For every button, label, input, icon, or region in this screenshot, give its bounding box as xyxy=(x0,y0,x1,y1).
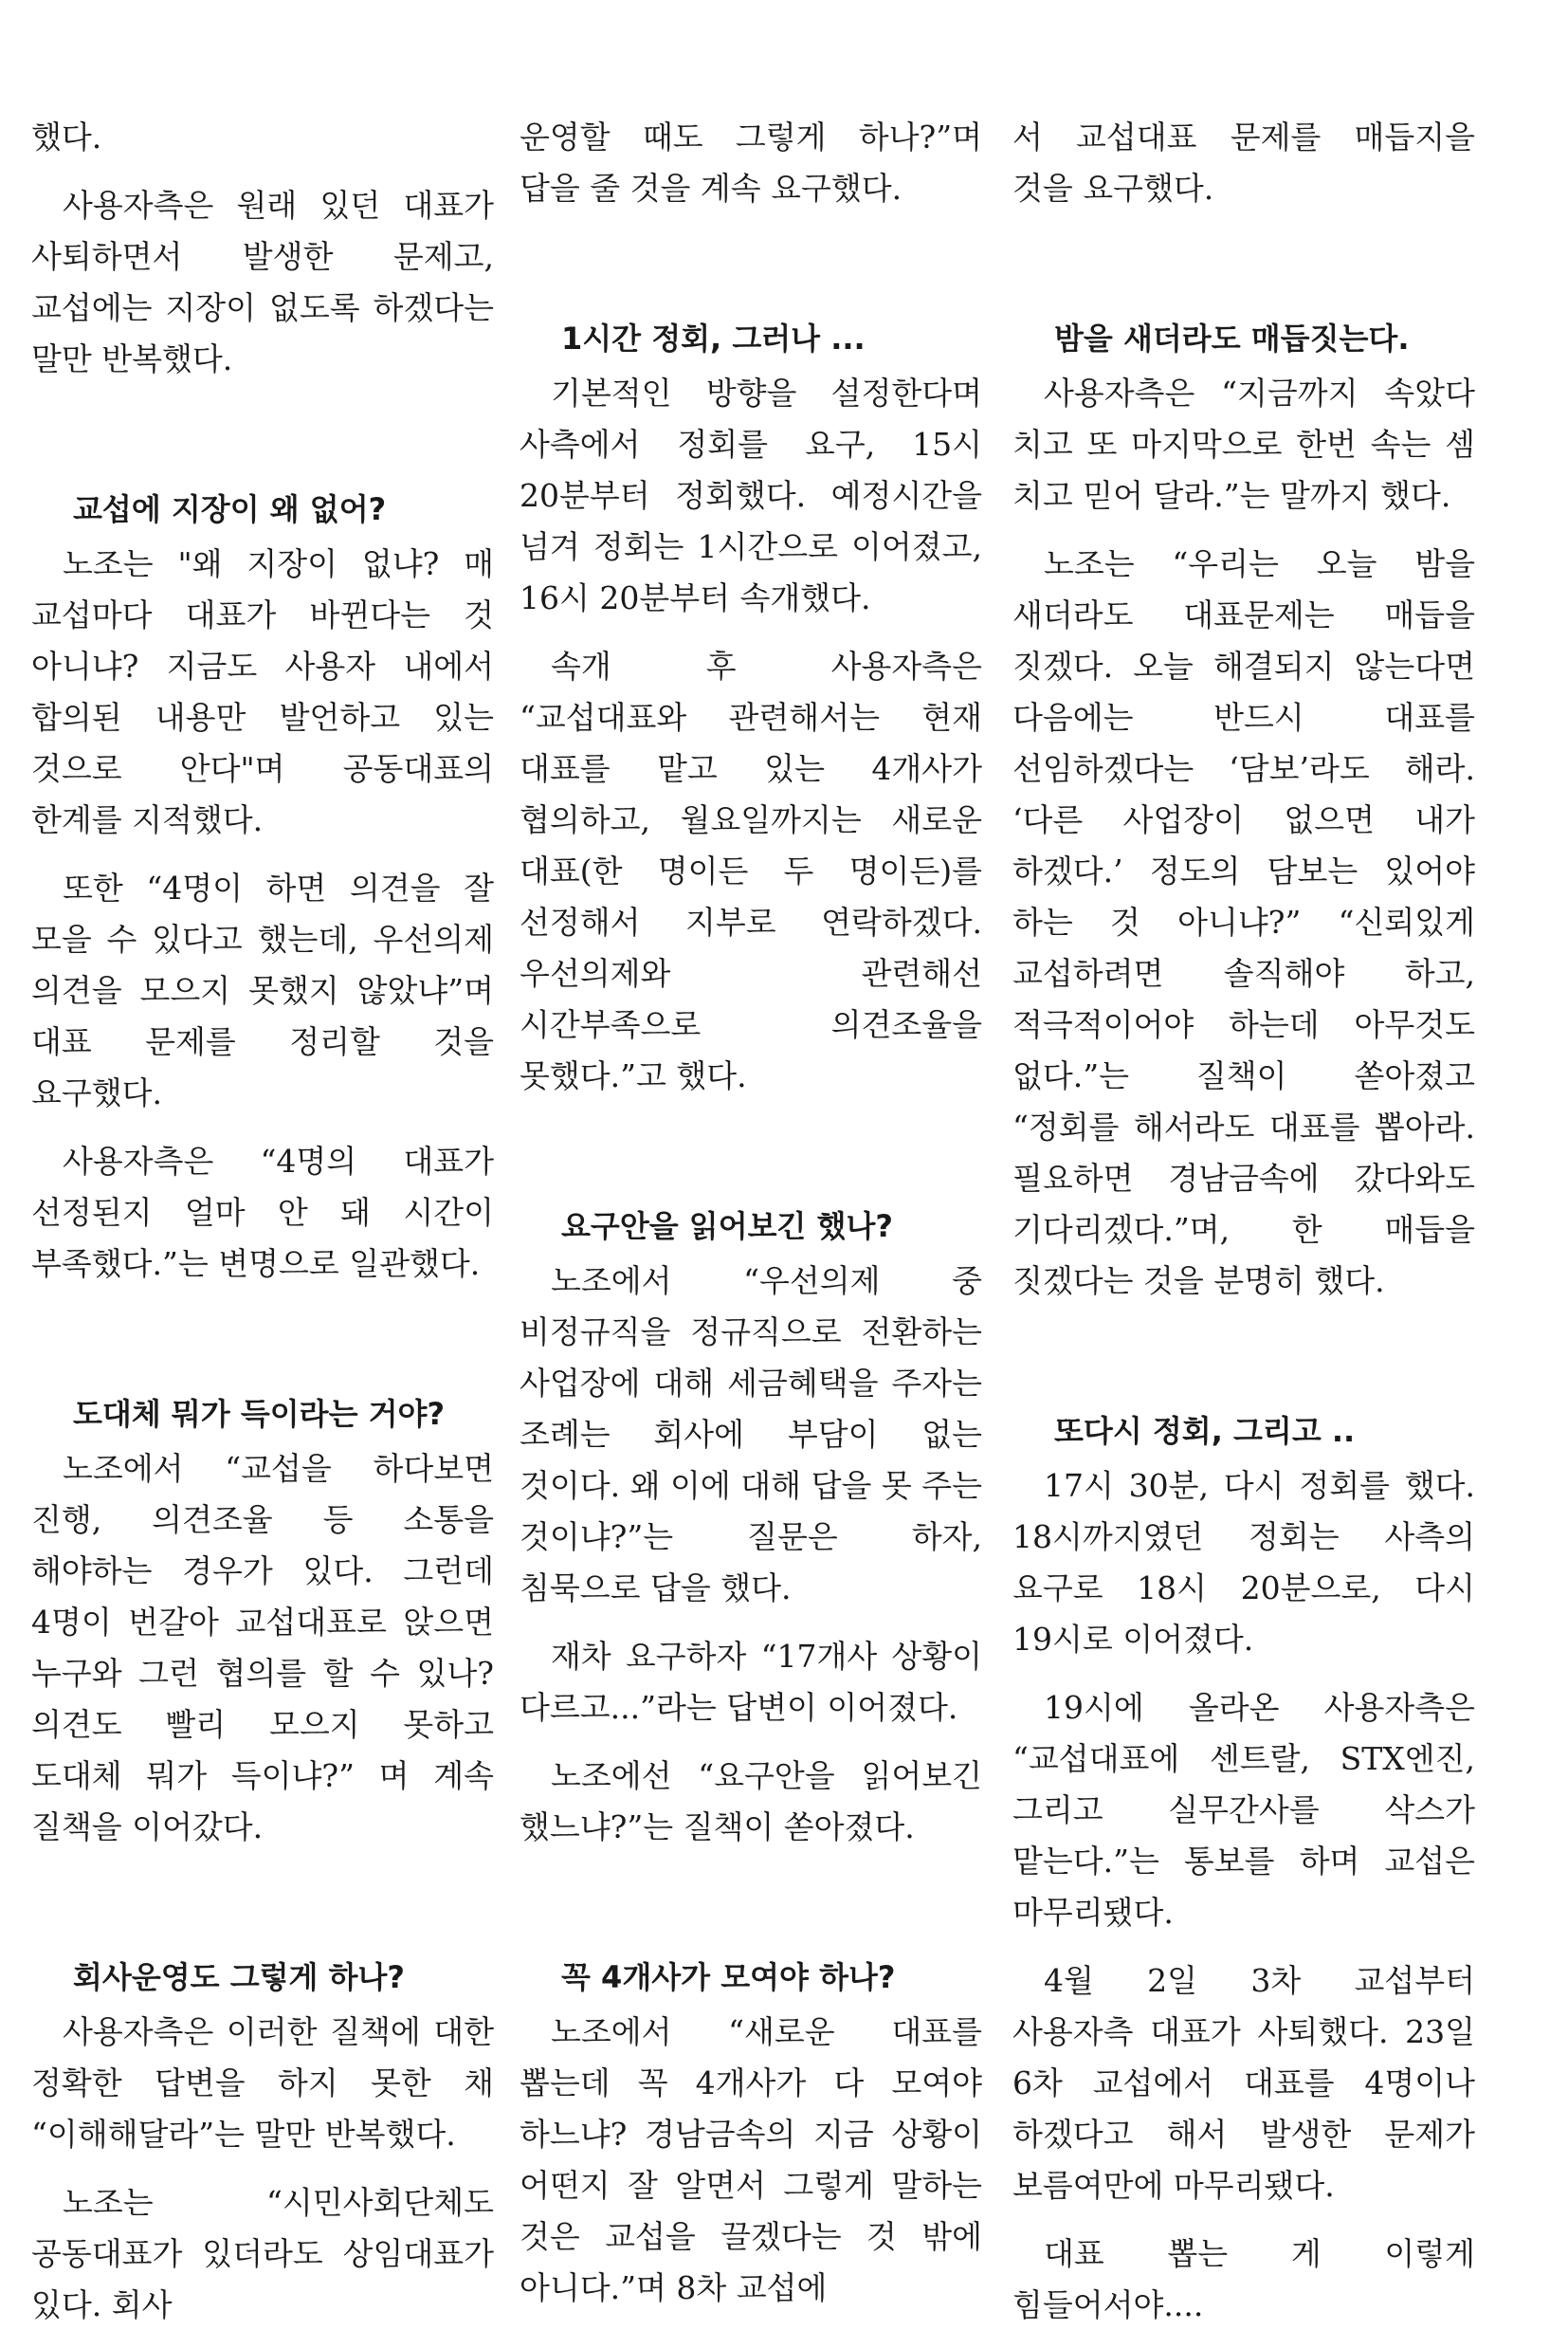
paragraph: 재차 요구하자 “17개사 상황이 다르고...”라는 답변이 이어졌다. xyxy=(520,1638,982,1726)
section-heading: 1시간 정회, 그러나 ... xyxy=(561,321,866,357)
paragraph: 노조는 "왜 지장이 없냐? 매 교섭마다 대표가 바뀐다는 것 아니냐? 지금도 사용자 내에서 합의된 내용만 발언하고 있는 것으로 안다"며 공동대표의 한계를 지적했다. xyxy=(31,545,494,838)
section-heading: 교섭에 지장이 왜 없어? xyxy=(73,491,387,527)
paragraph: 노조에서 “우선의제 중 비정규직을 정규직으로 전환하는 사업장에 대해 세금혜택을 주자는 조례는 회사에 부담이 없는 것이다. 왜 이에 대해 답을 못 주는 것이냐?”는 질문은 하자, 침묵으로 답을 했다. xyxy=(520,1262,982,1606)
paragraph: 사용자측은 이러한 질책에 대한 정확한 답변을 하지 못한 채 “이해해달라”는 말만 반복했다. xyxy=(31,2013,494,2153)
column-2 xyxy=(520,112,982,2331)
paragraph: 사용자측은 “4명의 대표가 선정된지 얼마 안 돼 시간이 부족했다.”는 변명으로 일관했다. xyxy=(31,1143,494,1282)
section-heading: 도대체 뭐가 득이라는 거야? xyxy=(73,1396,446,1432)
paragraph: 서 교섭대표 문제를 매듭지을 것을 요구했다. xyxy=(1012,119,1475,207)
paragraph: 노조에서 “교섭을 하다보면 진행, 의견조율 등 소통을 해야하는 경우가 있다. 그런데 4명이 번갈아 교섭대표로 앉으면 누구와 그런 협의를 할 수 있나? 의견도 빨리 모으지 못하고 도대체 뭐가 득이냐?” 며 계속 질책을 이어갔다. xyxy=(31,1450,494,1845)
paragraph: 기본적인 방향을 설정한다며 사측에서 정회를 요구, 15시 20분부터 정회했다. 예정시간을 넘겨 정회는 1시간으로 이어졌고, 16시 20분부터 속개했다. xyxy=(520,375,982,616)
section-heading: 회사운영도 그렇게 하나? xyxy=(73,1959,405,1995)
paragraph: 노조는 “시민사회단체도 공동대표가 있더라도 상임대표가 있다. 회사 xyxy=(31,2184,494,2323)
paragraph: 대표 뽑는 게 이렇게 힘들어서야.... xyxy=(1012,2235,1475,2323)
section-heading: 꼭 4개사가 모여야 하나? xyxy=(561,1959,896,1995)
paragraph: 사용자측은 “지금까지 속았다 치고 또 마지막으로 한번 속는 셈 치고 믿어 달라.”는 말까지 했다. xyxy=(1012,375,1475,514)
paragraph: 했다. xyxy=(31,119,102,156)
section-heading: 밤을 새더라도 매듭짓는다. xyxy=(1054,321,1410,357)
paragraph: 19시에 올라온 사용자측은 “교섭대표에 센트랄, STX엔진, 그리고 실무간사를 삭스가 맡는다.”는 통보를 하며 교섭은 마무리됐다. xyxy=(1012,1689,1475,1931)
section-heading: 또다시 정회, 그리고 .. xyxy=(1054,1413,1356,1449)
column-3 xyxy=(1012,112,1475,2348)
paragraph: 4월 2일 3차 교섭부터 사용자측 대표가 사퇴했다. 23일 6차 교섭에서 대표를 4명이나 하겠다고 해서 발생한 문제가 보름여만에 마무리됐다. xyxy=(1012,1962,1475,2204)
paragraph: 속개 후 사용자측은 “교섭대표와 관련해서는 현재 대표를 맡고 있는 4개사가 협의하고, 월요일까지는 새로운 대표(한 명이든 두 명이든)를 선정해서 지부로 연락하겠다. 우선의제와 관련해선 시간부족으로 의견조율을 못했다.”고 했다. xyxy=(520,648,982,1094)
section-heading: 요구안을 읽어보긴 했나? xyxy=(561,1208,893,1244)
paragraph: 운영할 때도 그렇게 하나?”며 답을 줄 것을 계속 요구했다. xyxy=(520,119,982,207)
paragraph: 노조는 “우리는 오늘 밤을 새더라도 대표문제는 매듭을 짓겠다. 오늘 해결되지 않는다면 다음에는 반드시 대표를 선임하겠다는 ‘담보’라도 해라. ‘다른 사업장이 없으면 내가 하겠다.’ 정도의 담보는 있어야 하는 것 아니냐?” “신뢰있게 교섭하려면 솔직해야 하고, 적극적이어야 하는데 아무것도 없다.”는 질책이 쏟아졌고 “정회를 해서라도 대표를 뽑아라. 필요하면 경남금속에 갔다와도 기다리겠다.”며, 한 매듭을 짓겠다는 것을 분명히 했다. xyxy=(1012,545,1475,1299)
paragraph: 노조에서 “새로운 대표를 뽑는데 꼭 4개사가 다 모여야 하느냐? 경남금속의 지금 상황이 어떤지 잘 알면서 그렇게 말하는 것은 교섭을 끌겠다는 것 밖에 아니다.”며 8차 교섭에 xyxy=(520,2013,982,2306)
paragraph: 노조에선 “요구안을 읽어보긴 했느냐?”는 질책이 쏟아졌다. xyxy=(520,1757,982,1845)
column-1 xyxy=(31,112,494,2348)
paragraph: 17시 30분, 다시 정회를 했다. 18시까지였던 정회는 사측의 요구로 18시 20분으로, 다시 19시로 이어졌다. xyxy=(1012,1467,1475,1658)
paragraph: 사용자측은 원래 있던 대표가 사퇴하면서 발생한 문제고, 교섭에는 지장이 없도록 하겠다는 말만 반복했다. xyxy=(31,187,494,377)
paragraph: 또한 “4명이 하면 의견을 잘 모을 수 있다고 했는데, 우선의제 의견을 모으지 못했지 않았냐”며 대표 문제를 정리할 것을 요구했다. xyxy=(31,870,494,1111)
